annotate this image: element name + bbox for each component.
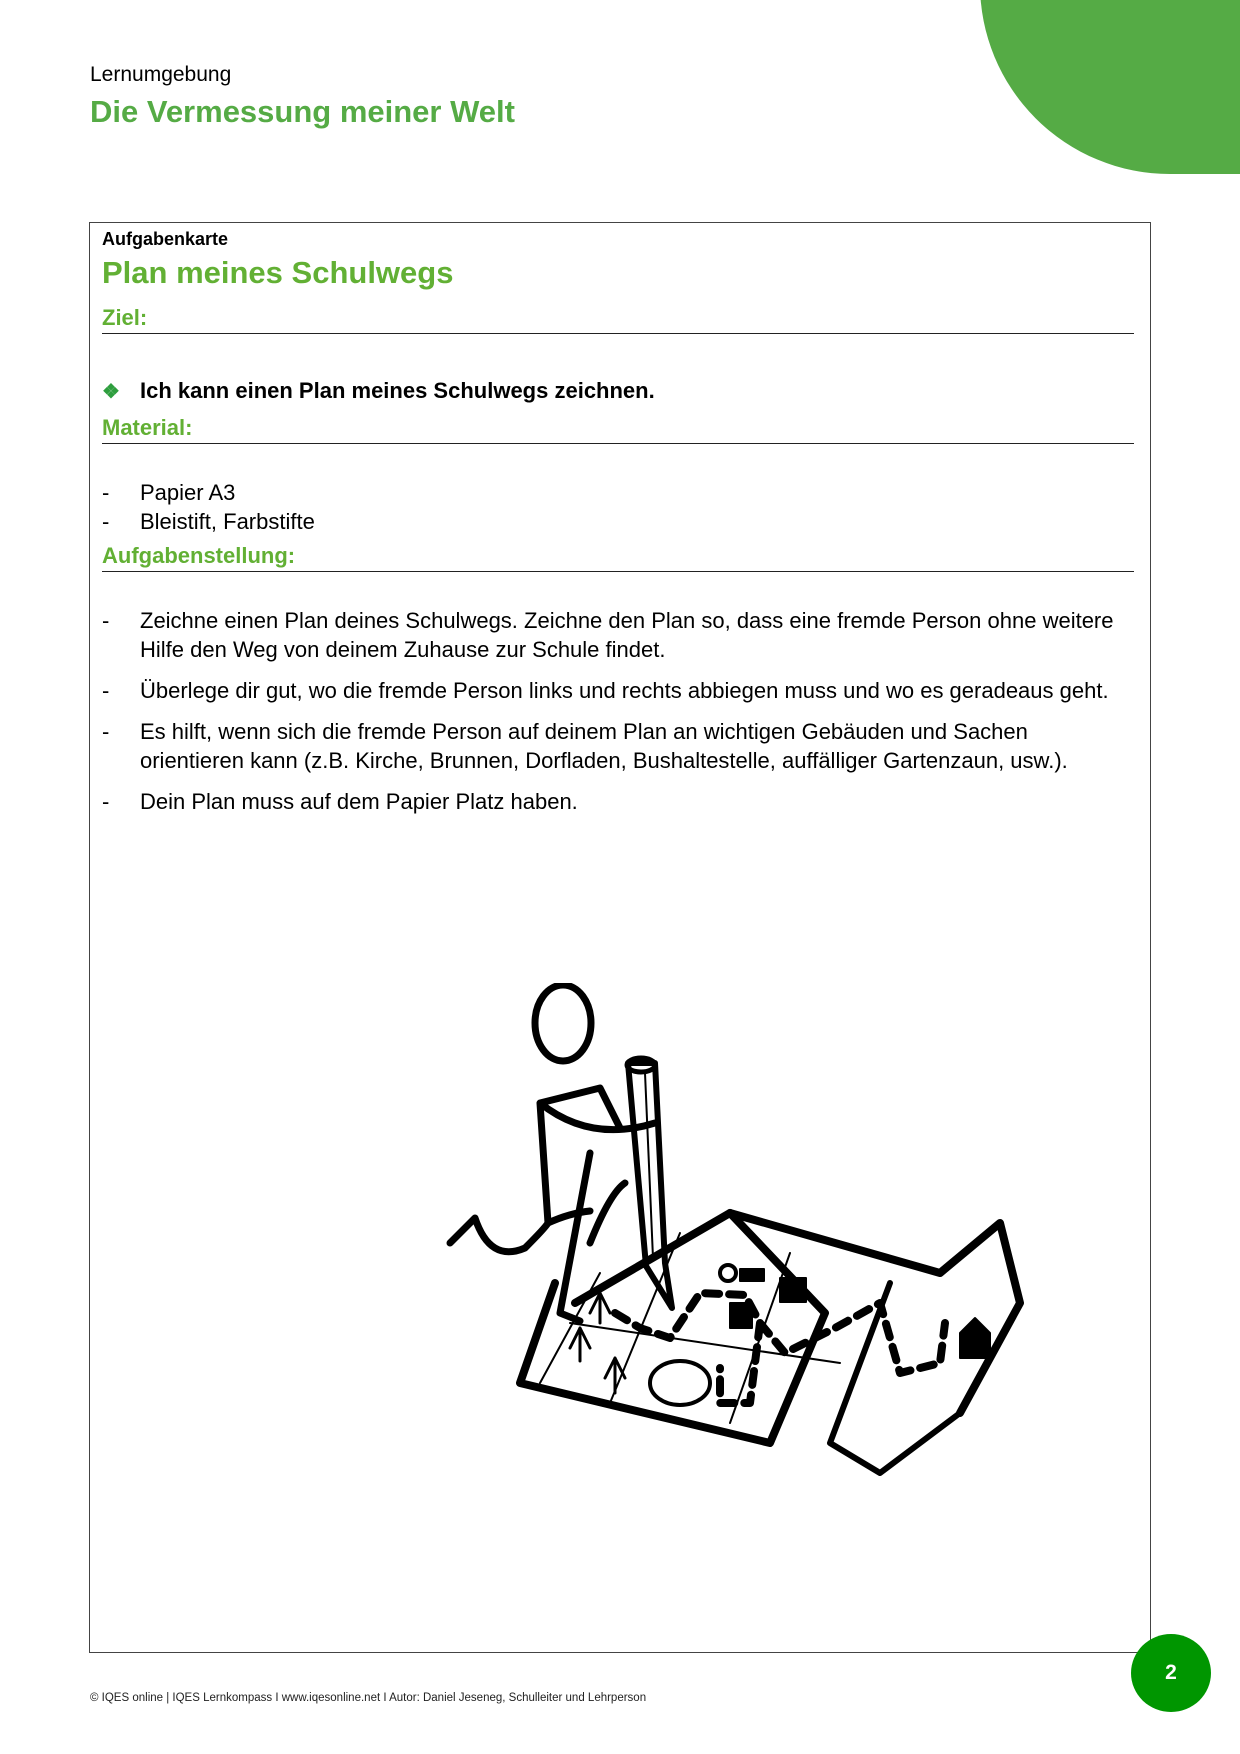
dash-bullet: - [102,608,110,633]
list-item [102,676,1122,705]
dash-bullet: - [102,789,110,814]
building-icon [780,1278,806,1302]
goal-text: Ich kann einen Plan meines Schulwegs zeichnen. [140,378,655,403]
dashed-route [615,1293,945,1403]
goal-item [102,378,655,404]
building-icon [730,1303,752,1328]
task-item: Überlege dir gut, wo die fremde Person links und rechts abbiegen muss und wo es geradeaus geht. [140,678,1109,703]
material-heading: Material: [102,415,1134,444]
dash-bullet: - [102,678,110,703]
tree-icon [590,1293,610,1323]
task-card [89,222,1151,1653]
material-item: Bleistift, Farbstifte [140,509,315,534]
dash-bullet: - [102,509,110,534]
list-item [102,717,1122,775]
tree-icon [570,1328,590,1361]
material-list [102,478,315,536]
card-kicker: Aufgabenkarte [102,229,229,249]
dash-bullet: - [102,719,110,744]
task-heading: Aufgabenstellung: [102,543,1134,572]
list-item [102,507,315,536]
map-fold [730,1213,1020,1413]
dash-bullet: - [102,480,110,505]
footer-copyright: © IQES online | IQES Lernkompass I www.iqesonline.net I Autor: Daniel Jeseneg, Schulleiter und Lehrperson [90,1692,647,1704]
header-kicker: Lernumgebung [90,63,232,86]
page-number-badge: 2 [1131,1634,1211,1712]
task-item: Dein Plan muss auf dem Papier Platz haben. [140,789,578,814]
material-item: Papier A3 [140,480,236,505]
person-head [535,985,591,1061]
header-title: Die Vermessung meiner Welt [90,94,515,129]
person-drawing-map-illustration [440,983,1040,1483]
person-arm [450,1218,548,1252]
list-item [102,606,1122,664]
goal-heading: Ziel: [102,305,1134,334]
task-list [102,606,1122,828]
corner-decoration [980,0,1240,174]
diamond-bullet-icon: ❖ [102,380,120,403]
list-item [102,478,315,507]
building-icon [740,1269,764,1281]
fountain-icon [720,1265,736,1281]
house-icon [960,1318,990,1358]
task-item: Es hilft, wenn sich die fremde Person auf deinem Plan an wichtigen Gebäuden und Sachen orientieren kann (z.B. Kirche, Brunnen, Dorfladen, Bushaltestelle, auffälliger Gartenzaun, usw.). [140,719,1068,773]
task-item: Zeichne einen Plan deines Schulwegs. Zeichne den Plan so, dass eine fremde Person ohne weitere Hilfe den Weg von deinem Zuhause zur Schule findet. [140,608,1114,662]
card-title: Plan meines Schulwegs [102,255,454,290]
pond-icon [650,1361,710,1405]
list-item [102,787,1122,816]
